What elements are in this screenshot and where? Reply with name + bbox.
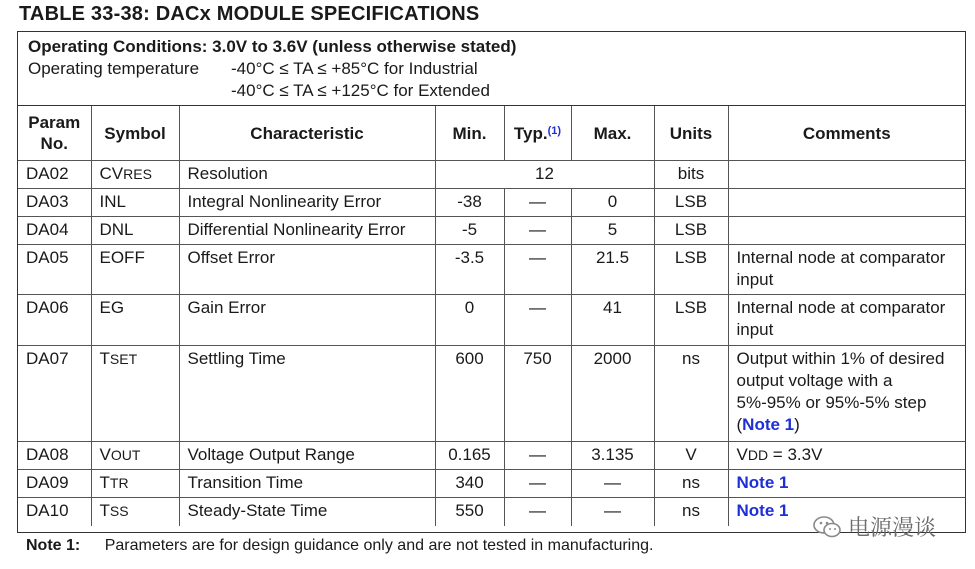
cell-max: 3.135 bbox=[571, 442, 654, 470]
table-title: TABLE 33-38: DACx MODULE SPECIFICATIONS bbox=[19, 3, 480, 25]
cell-comments bbox=[728, 470, 965, 498]
cell-typ: — bbox=[504, 217, 571, 245]
cell-param: DA07 bbox=[18, 346, 91, 442]
cell-value-merged: 12 bbox=[435, 161, 654, 189]
cell-max: 21.5 bbox=[571, 245, 654, 295]
cell-units: LSB bbox=[654, 245, 728, 295]
header-units: Units bbox=[654, 106, 728, 161]
cell-min: -5 bbox=[435, 217, 504, 245]
cell-param: DA08 bbox=[18, 442, 91, 470]
cell-characteristic: Settling Time bbox=[179, 346, 435, 442]
cell-min: 550 bbox=[435, 498, 504, 526]
cell-typ: — bbox=[504, 442, 571, 470]
cell-characteristic: Voltage Output Range bbox=[179, 442, 435, 470]
cell-min: 0.165 bbox=[435, 442, 504, 470]
cell-units: LSB bbox=[654, 189, 728, 217]
operating-conditions-voltage: Operating Conditions: 3.0V to 3.6V (unless otherwise stated) bbox=[28, 37, 517, 56]
note-link[interactable]: Note 1 bbox=[742, 415, 795, 434]
cell-param: DA06 bbox=[18, 295, 91, 346]
cell-min: 340 bbox=[435, 470, 504, 498]
cell-symbol: TSET bbox=[91, 346, 179, 442]
cell-characteristic: Offset Error bbox=[179, 245, 435, 295]
cell-param: DA05 bbox=[18, 245, 91, 295]
footnote-label: Note 1: bbox=[26, 537, 81, 554]
table-row bbox=[18, 295, 965, 346]
cell-comments bbox=[728, 217, 965, 245]
spec-table-frame bbox=[17, 31, 966, 533]
cell-characteristic: Gain Error bbox=[179, 295, 435, 346]
cell-comments: VDD = 3.3V bbox=[728, 442, 965, 470]
operating-conditions bbox=[18, 32, 965, 106]
table-row bbox=[18, 346, 965, 442]
cell-max: 0 bbox=[571, 189, 654, 217]
cell-param: DA10 bbox=[18, 498, 91, 526]
header-symbol: Symbol bbox=[91, 106, 179, 161]
cell-comments: Output within 1% of desired output voltage with a 5%-95% or 95%-5% step (Note 1) bbox=[728, 346, 965, 442]
cell-min: -3.5 bbox=[435, 245, 504, 295]
cell-symbol: TSS bbox=[91, 498, 179, 526]
note-link[interactable]: Note 1 bbox=[736, 473, 789, 492]
cell-symbol: DNL bbox=[91, 217, 179, 245]
cell-max: 2000 bbox=[571, 346, 654, 442]
cell-units: LSB bbox=[654, 217, 728, 245]
table-row bbox=[18, 442, 965, 470]
cell-comments bbox=[728, 161, 965, 189]
cell-characteristic: Differential Nonlinearity Error bbox=[179, 217, 435, 245]
spec-table bbox=[18, 106, 965, 526]
cell-max: — bbox=[571, 498, 654, 526]
cell-characteristic: Transition Time bbox=[179, 470, 435, 498]
header-max: Max. bbox=[571, 106, 654, 161]
cell-param: DA03 bbox=[18, 189, 91, 217]
temp-extended: -40°C ≤ TA ≤ +125°C for Extended bbox=[231, 81, 490, 100]
cell-characteristic: Resolution bbox=[179, 161, 435, 189]
cell-typ: — bbox=[504, 470, 571, 498]
header-typ: Typ.$^{(1)}$ bbox=[504, 106, 571, 161]
cell-symbol: CVRES bbox=[91, 161, 179, 189]
table-row bbox=[18, 217, 965, 245]
cell-symbol: EOFF bbox=[91, 245, 179, 295]
header-min: Min. bbox=[435, 106, 504, 161]
cell-units: V bbox=[654, 442, 728, 470]
table-row bbox=[18, 189, 965, 217]
cell-symbol: VOUT bbox=[91, 442, 179, 470]
cell-units: LSB bbox=[654, 295, 728, 346]
header-row bbox=[18, 106, 965, 161]
temp-label: Operating temperature bbox=[28, 59, 200, 78]
cell-typ: — bbox=[504, 498, 571, 526]
cell-units: ns bbox=[654, 498, 728, 526]
footnote bbox=[26, 537, 653, 555]
cell-typ: — bbox=[504, 245, 571, 295]
table-row bbox=[18, 161, 965, 189]
header-comments: Comments bbox=[728, 106, 965, 161]
cell-comments: Internal node at comparator input bbox=[728, 295, 965, 346]
temp-industrial: -40°C ≤ TA ≤ +85°C for Industrial bbox=[231, 59, 478, 78]
table-row bbox=[18, 245, 965, 295]
cell-units: ns bbox=[654, 346, 728, 442]
cell-param: DA02 bbox=[18, 161, 91, 189]
cell-characteristic: Integral Nonlinearity Error bbox=[179, 189, 435, 217]
cell-symbol: EG bbox=[91, 295, 179, 346]
cell-min: 0 bbox=[435, 295, 504, 346]
cell-typ: 750 bbox=[504, 346, 571, 442]
cell-max: 41 bbox=[571, 295, 654, 346]
cell-min: -38 bbox=[435, 189, 504, 217]
cell-comments bbox=[728, 189, 965, 217]
typ-note-ref[interactable]: (1) bbox=[547, 124, 562, 137]
wechat-logo-icon bbox=[812, 514, 842, 540]
cell-param: DA04 bbox=[18, 217, 91, 245]
cell-characteristic: Steady-State Time bbox=[179, 498, 435, 526]
note-link[interactable]: Note 1 bbox=[736, 501, 789, 520]
cell-max: — bbox=[571, 470, 654, 498]
cell-max: 5 bbox=[571, 217, 654, 245]
header-param: Param No. bbox=[18, 106, 91, 161]
cell-symbol: TTR bbox=[91, 470, 179, 498]
footnote-text: Parameters are for design guidance only and are not tested in manufacturing. bbox=[104, 537, 654, 554]
watermark-text: 电源漫谈 bbox=[848, 516, 937, 541]
cell-typ: — bbox=[504, 189, 571, 217]
table-row bbox=[18, 470, 965, 498]
cell-units: ns bbox=[654, 470, 728, 498]
cell-param: DA09 bbox=[18, 470, 91, 498]
cell-comments: Internal node at comparator input bbox=[728, 245, 965, 295]
cell-min: 600 bbox=[435, 346, 504, 442]
header-characteristic: Characteristic bbox=[179, 106, 435, 161]
cell-units: bits bbox=[654, 161, 728, 189]
cell-typ: — bbox=[504, 295, 571, 346]
watermark bbox=[812, 511, 936, 542]
cell-symbol: INL bbox=[91, 189, 179, 217]
